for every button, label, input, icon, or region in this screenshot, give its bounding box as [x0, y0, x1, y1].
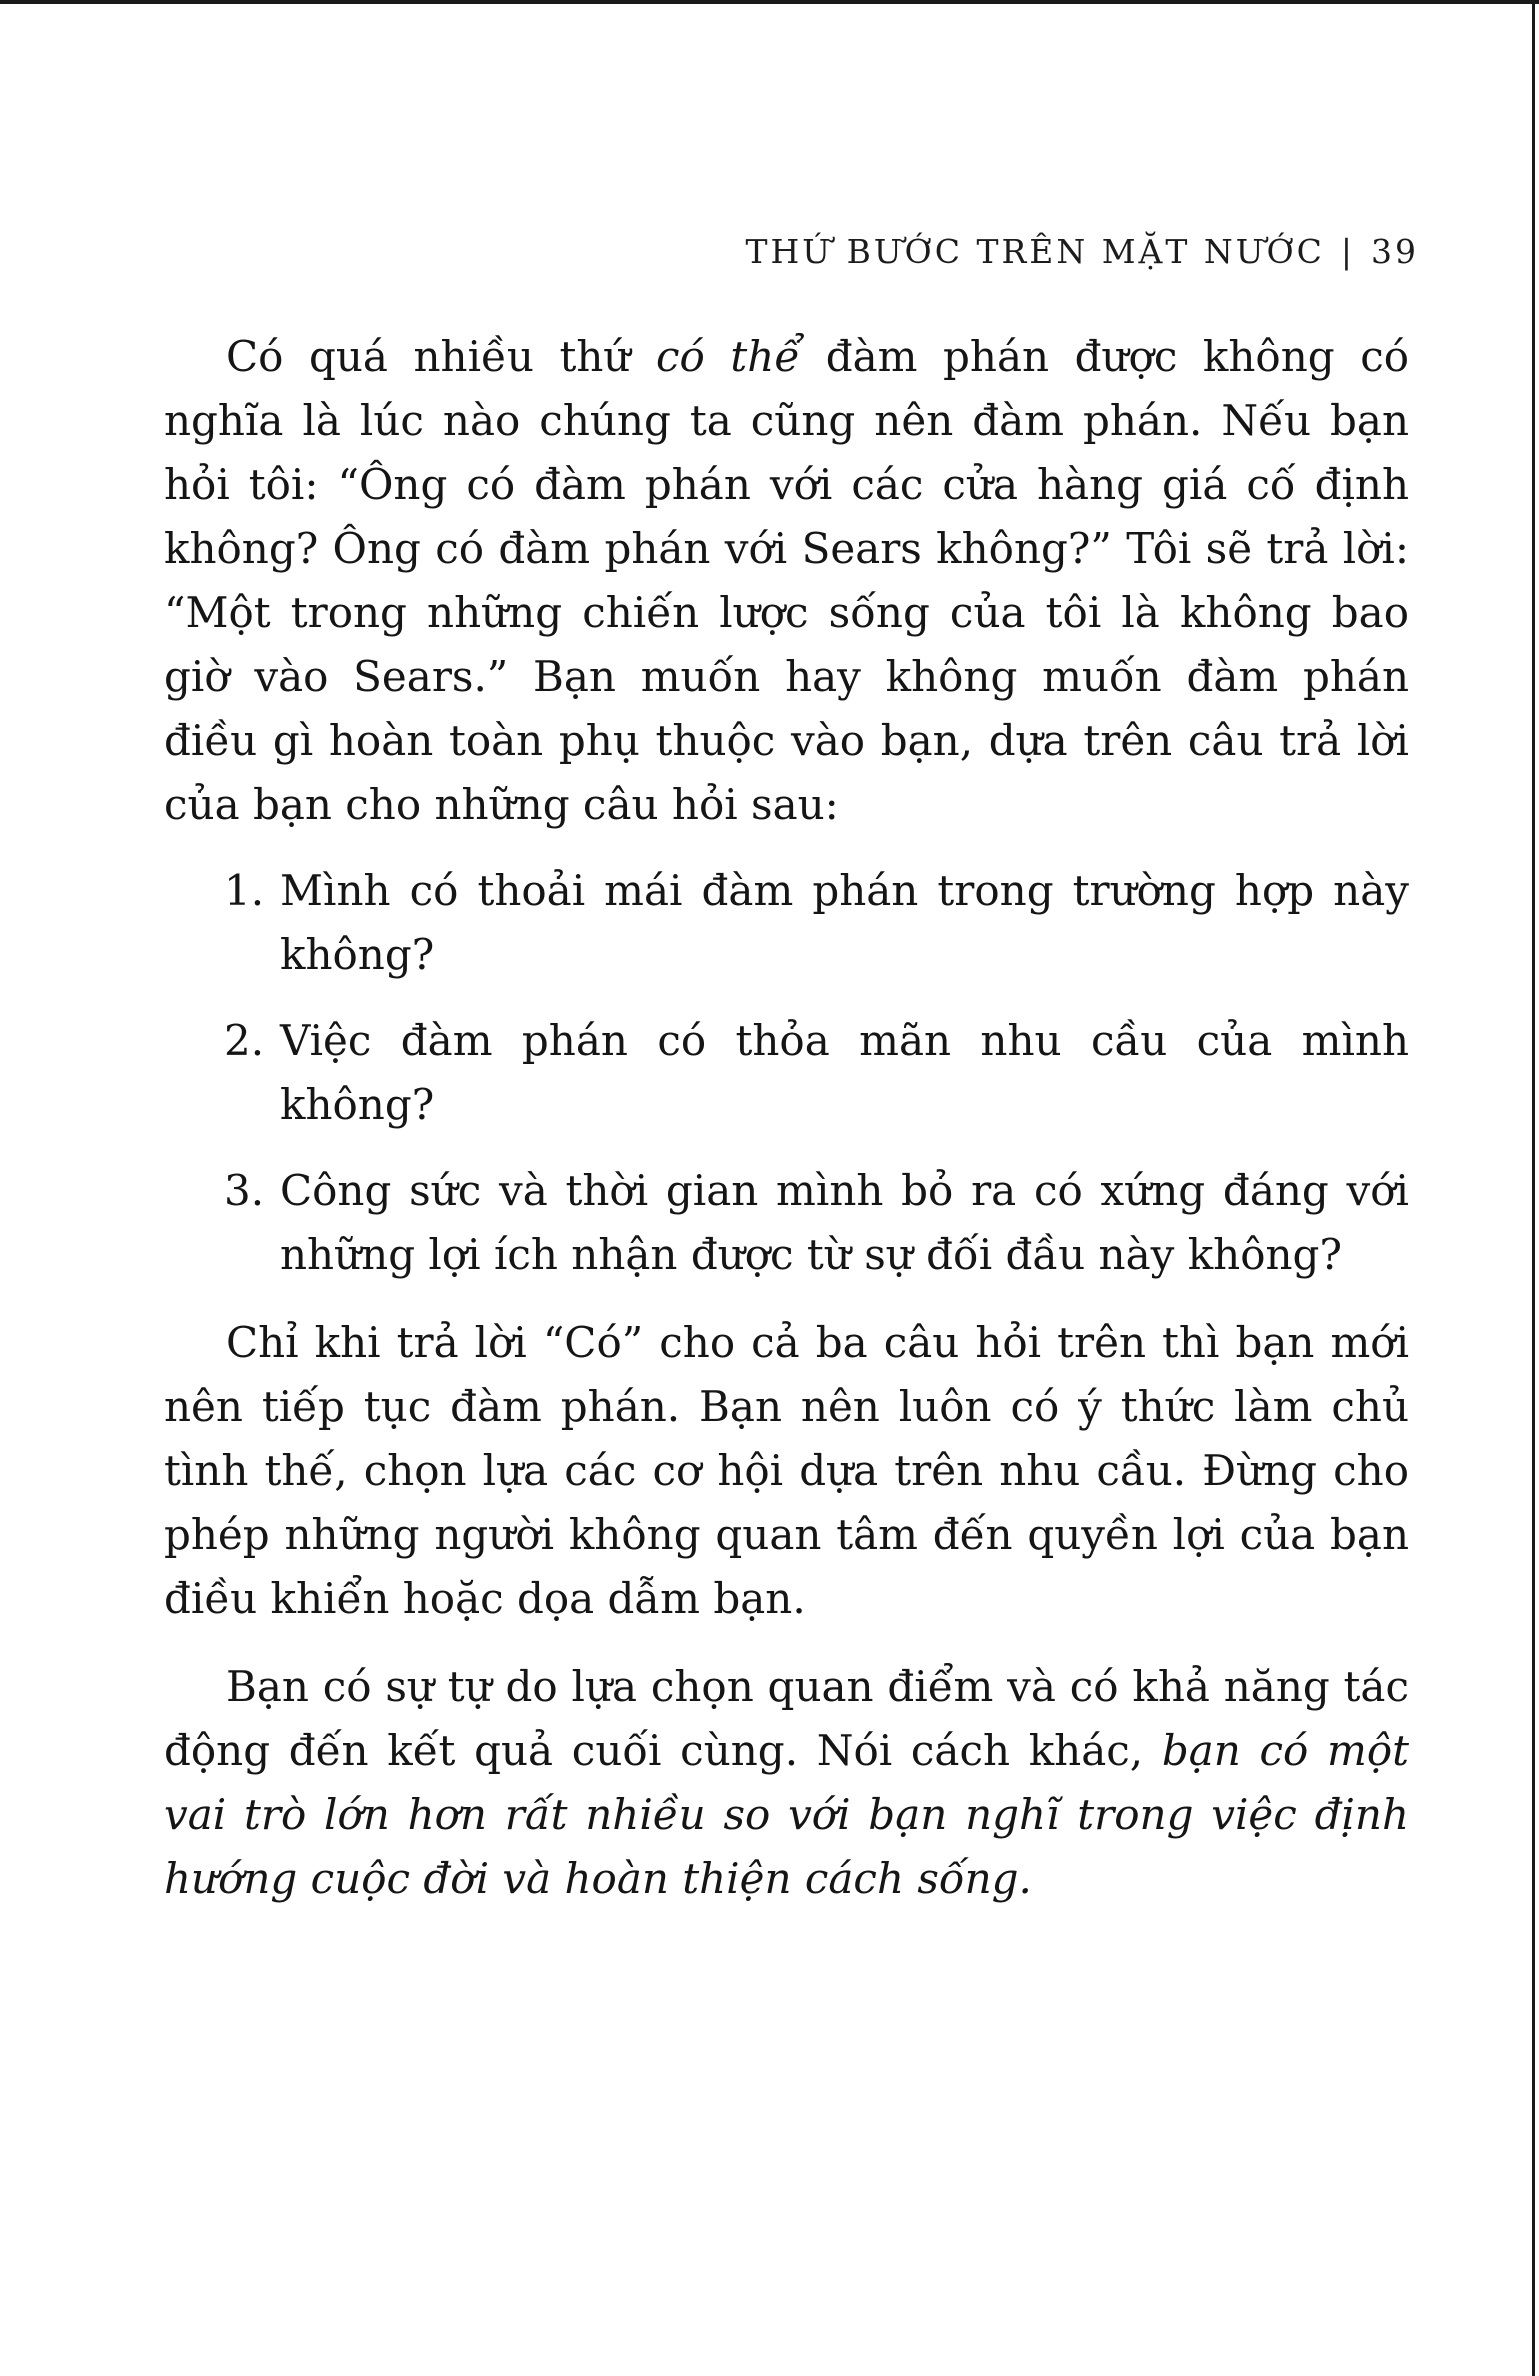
question-text: Mình có thoải mái đàm phán trong trường hợp này không? — [280, 866, 1409, 979]
question-number: 1. — [224, 866, 265, 915]
paragraph-1 — [164, 325, 1409, 837]
paragraph-3 — [164, 1655, 1409, 1911]
question-list — [164, 859, 1409, 1287]
paragraph-3-part-1: Bạn có sự tự do lựa chọn quan điểm và có khả năng tác động đến kết quả cuối cùng. Nói cách khác, — [164, 1662, 1409, 1775]
question-text: Công sức và thời gian mình bỏ ra có xứng đáng với những lợi ích nhận được từ sự đối đầu này không? — [280, 1166, 1409, 1279]
scan-border-right — [1532, 0, 1535, 2376]
question-text: Việc đàm phán có thỏa mãn nhu cầu của mình không? — [280, 1016, 1409, 1129]
paragraph-1-italic: có thể — [656, 332, 801, 381]
question-number: 2. — [224, 1016, 265, 1065]
scan-border-top — [0, 0, 1539, 4]
paragraph-2: Chỉ khi trả lời “Có” cho cả ba câu hỏi trên thì bạn mới nên tiếp tục đàm phán. Bạn nên luôn có ý thức làm chủ tình thế, chọn lựa các cơ hội dựa trên nhu cầu. Đừng cho phép những người không quan tâm đến quyền lợi của bạn điều khiển hoặc dọa dẫm bạn. — [164, 1318, 1409, 1623]
question-item-3 — [164, 1159, 1409, 1287]
question-item-2 — [164, 1009, 1409, 1137]
running-header — [746, 232, 1420, 271]
paragraph-1-part-2: đàm phán được không có nghĩa là lúc nào chúng ta cũng nên đàm phán. Nếu bạn hỏi tôi: “Ông có đàm phán với các cửa hàng giá cố định không? Ông có đàm phán với Sears không?” Tôi sẽ trả lời: “Một trong những chiến lược sống của tôi là không bao giờ vào Sears.” Bạn muốn hay không muốn đàm phán điều gì hoàn toàn phụ thuộc vào bạn, dựa trên câu trả lời của bạn cho những câu hỏi sau: — [164, 332, 1409, 829]
question-number: 3. — [224, 1166, 265, 1215]
paragraph-1-part-1: Có quá nhiều thứ — [226, 332, 657, 381]
page-number: 39 — [1371, 232, 1419, 271]
body-text — [164, 325, 1409, 1911]
question-item-1 — [164, 859, 1409, 987]
running-title: THỨ BƯỚC TRÊN MẶT NƯỚC — [745, 232, 1325, 271]
paragraph-3-italic: bạn có một vai trò lớn hơn rất nhiều so với bạn nghĩ trong việc định hướng cuộc đời và hoàn thiện cách sống. — [164, 1726, 1409, 1903]
header-separator: | — [1340, 232, 1355, 271]
